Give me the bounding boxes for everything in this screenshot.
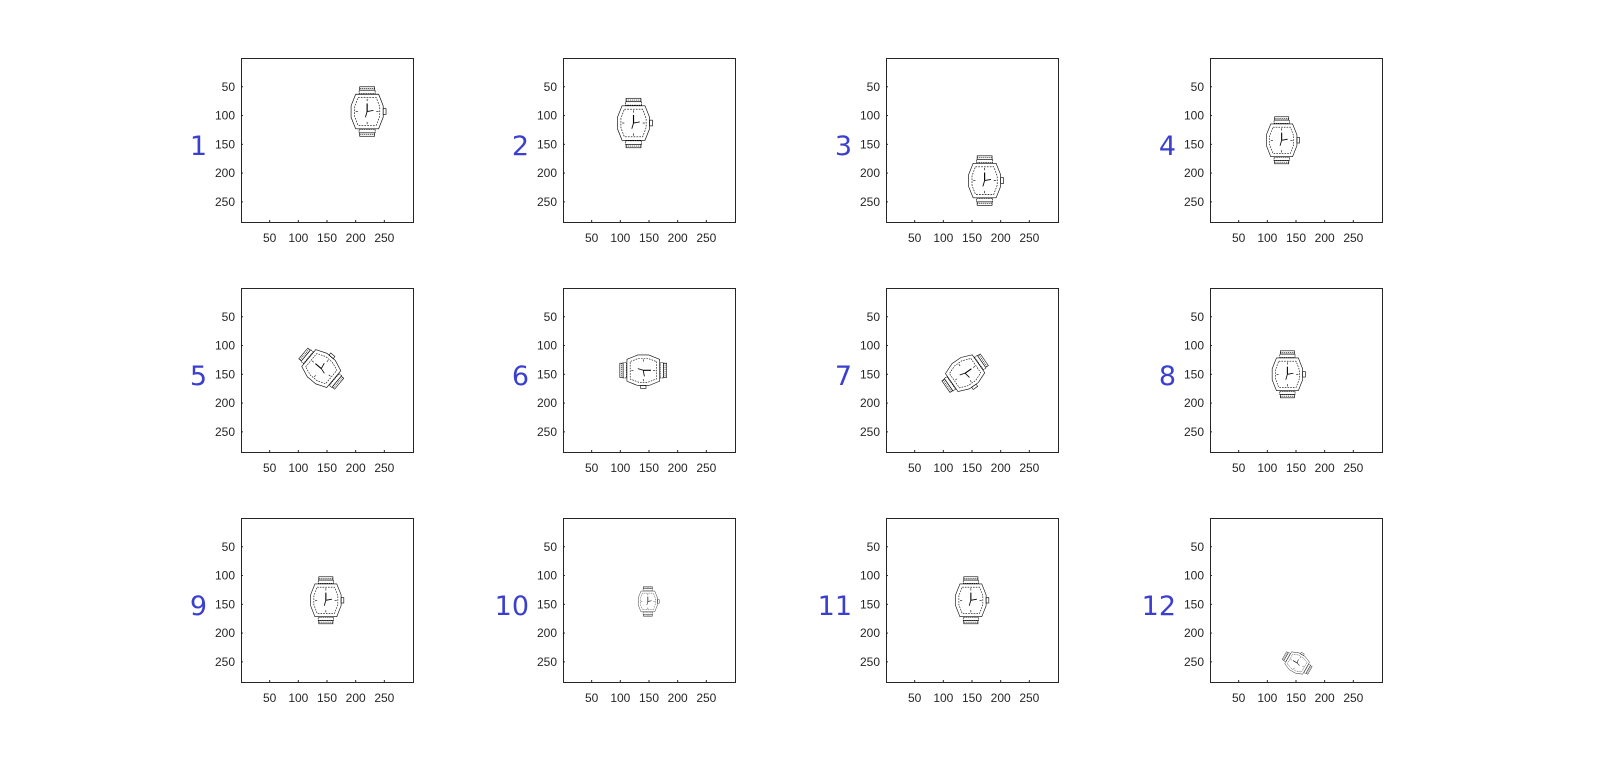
x-tick-label: 50 <box>262 461 277 475</box>
panel-number: 6 <box>511 361 529 392</box>
y-tick-label: 250 <box>214 654 235 669</box>
y-tick-label: 100 <box>214 338 235 353</box>
panel-12 <box>1142 519 1383 706</box>
x-tick-label: 50 <box>262 691 277 705</box>
y-tick-label: 150 <box>859 367 880 382</box>
x-tick-label: 200 <box>990 691 1011 705</box>
y-tick-label: 150 <box>536 137 557 152</box>
x-tick-label: 250 <box>1019 691 1040 705</box>
x-tick-label: 100 <box>288 691 309 705</box>
x-tick-label: 200 <box>1314 461 1335 475</box>
y-tick-label: 100 <box>536 568 557 583</box>
y-tick-label: 100 <box>536 338 557 353</box>
y-tick-label: 50 <box>866 309 880 324</box>
x-tick-label: 150 <box>1285 691 1307 705</box>
x-tick-label: 200 <box>667 231 688 245</box>
axes-frame <box>242 519 414 683</box>
x-tick-label: 50 <box>584 461 599 475</box>
x-tick-label: 150 <box>638 231 660 245</box>
x-tick-label: 200 <box>990 231 1011 245</box>
axes-frame <box>887 519 1059 683</box>
y-tick-label: 50 <box>221 539 235 554</box>
y-tick-label: 250 <box>859 654 880 669</box>
panel-number: 8 <box>1158 361 1176 392</box>
y-tick-label: 200 <box>859 396 880 411</box>
axes-frame <box>242 59 414 223</box>
panel-5 <box>190 289 414 476</box>
axes-frame <box>887 289 1059 453</box>
x-tick-label: 250 <box>696 691 717 705</box>
y-tick-label: 50 <box>1190 309 1204 324</box>
y-tick-label: 100 <box>1183 338 1204 353</box>
panel-number: 2 <box>511 131 529 162</box>
x-tick-label: 150 <box>961 691 983 705</box>
x-tick-label: 50 <box>1231 691 1246 705</box>
watch-image <box>937 347 994 401</box>
x-tick-label: 200 <box>1314 231 1335 245</box>
y-tick-label: 250 <box>859 424 880 439</box>
x-tick-label: 250 <box>696 461 717 475</box>
y-tick-label: 150 <box>536 597 557 612</box>
panel-4 <box>1159 59 1383 246</box>
y-tick-label: 50 <box>1190 539 1204 554</box>
x-tick-label: 150 <box>316 231 338 245</box>
watch-image <box>969 156 1004 205</box>
y-tick-label: 200 <box>536 396 557 411</box>
y-tick-label: 200 <box>214 166 235 181</box>
x-tick-label: 250 <box>1019 231 1040 245</box>
y-tick-label: 250 <box>214 194 235 209</box>
panel-number: 7 <box>834 361 852 392</box>
y-tick-label: 150 <box>214 597 235 612</box>
x-tick-label: 150 <box>316 461 338 475</box>
x-tick-label: 50 <box>1231 461 1246 475</box>
y-tick-label: 100 <box>1183 108 1204 123</box>
x-tick-label: 100 <box>288 231 309 245</box>
y-tick-label: 100 <box>214 568 235 583</box>
x-tick-label: 150 <box>638 461 660 475</box>
x-tick-label: 100 <box>933 231 954 245</box>
y-tick-label: 150 <box>1183 137 1204 152</box>
y-tick-label: 50 <box>543 79 557 94</box>
y-tick-label: 150 <box>214 367 235 382</box>
x-tick-label: 250 <box>374 231 395 245</box>
y-tick-label: 150 <box>214 137 235 152</box>
x-tick-label: 100 <box>1257 231 1278 245</box>
panel-number: 11 <box>817 591 852 622</box>
x-tick-label: 50 <box>262 231 277 245</box>
watch-image <box>956 577 989 624</box>
x-tick-label: 200 <box>345 231 366 245</box>
watch-image <box>1266 117 1299 164</box>
panel-10 <box>495 519 736 706</box>
axes-frame <box>564 59 736 223</box>
x-tick-label: 200 <box>1314 691 1335 705</box>
y-tick-label: 50 <box>221 79 235 94</box>
axes-frame <box>1211 519 1383 683</box>
x-tick-label: 200 <box>990 461 1011 475</box>
axes-frame <box>242 289 414 453</box>
panels-layer <box>190 59 1383 706</box>
y-tick-label: 150 <box>859 137 880 152</box>
y-tick-label: 50 <box>221 309 235 324</box>
x-tick-label: 100 <box>1257 461 1278 475</box>
watch-image <box>351 87 386 136</box>
x-tick-label: 150 <box>961 231 983 245</box>
y-tick-label: 50 <box>866 79 880 94</box>
x-tick-label: 100 <box>610 231 631 245</box>
x-tick-label: 100 <box>933 691 954 705</box>
x-tick-label: 100 <box>933 461 954 475</box>
panel-7 <box>835 289 1059 476</box>
y-tick-label: 250 <box>536 424 557 439</box>
x-tick-label: 200 <box>345 461 366 475</box>
axes-frame <box>564 519 736 683</box>
axes-frame <box>887 59 1059 223</box>
watch-image <box>311 577 344 624</box>
y-tick-label: 250 <box>214 424 235 439</box>
panel-number: 3 <box>834 131 852 162</box>
x-tick-label: 150 <box>961 461 983 475</box>
y-tick-label: 100 <box>859 338 880 353</box>
y-tick-label: 200 <box>214 626 235 641</box>
y-tick-label: 100 <box>859 108 880 123</box>
x-tick-label: 150 <box>1285 231 1307 245</box>
y-tick-label: 150 <box>859 597 880 612</box>
y-tick-label: 200 <box>1183 626 1204 641</box>
panel-number: 4 <box>1158 131 1176 162</box>
y-tick-label: 200 <box>536 626 557 641</box>
y-tick-label: 250 <box>1183 424 1204 439</box>
y-tick-label: 250 <box>536 654 557 669</box>
y-tick-label: 150 <box>536 367 557 382</box>
y-tick-label: 250 <box>1183 194 1204 209</box>
panel-number: 10 <box>494 591 529 622</box>
x-tick-label: 50 <box>584 231 599 245</box>
x-tick-label: 250 <box>374 691 395 705</box>
x-tick-label: 150 <box>316 691 338 705</box>
panel-number: 5 <box>189 361 207 392</box>
watch-image <box>617 98 652 147</box>
x-tick-label: 250 <box>1019 461 1040 475</box>
x-tick-label: 50 <box>907 461 922 475</box>
watch-image <box>620 355 667 388</box>
x-tick-label: 200 <box>667 691 688 705</box>
watch-image <box>1272 351 1305 398</box>
panel-8 <box>1159 289 1383 476</box>
y-tick-label: 200 <box>1183 396 1204 411</box>
panel-6 <box>512 289 736 476</box>
y-tick-label: 50 <box>543 309 557 324</box>
x-tick-label: 50 <box>584 691 599 705</box>
x-tick-label: 100 <box>610 691 631 705</box>
y-tick-label: 100 <box>859 568 880 583</box>
x-tick-label: 50 <box>907 691 922 705</box>
x-tick-label: 150 <box>638 691 660 705</box>
y-tick-label: 200 <box>214 396 235 411</box>
y-tick-label: 200 <box>859 166 880 181</box>
x-tick-label: 250 <box>1343 461 1364 475</box>
panel-1 <box>190 59 414 246</box>
y-tick-label: 200 <box>536 166 557 181</box>
panel-number: 9 <box>189 591 207 622</box>
x-tick-label: 100 <box>1257 691 1278 705</box>
watch-image <box>638 587 659 617</box>
panel-11 <box>818 519 1059 706</box>
y-tick-label: 50 <box>1190 79 1204 94</box>
y-tick-label: 150 <box>1183 597 1204 612</box>
panel-3 <box>835 59 1059 246</box>
y-tick-label: 250 <box>859 194 880 209</box>
y-tick-label: 150 <box>1183 367 1204 382</box>
y-tick-label: 100 <box>536 108 557 123</box>
panel-number: 12 <box>1141 591 1176 622</box>
y-tick-label: 250 <box>536 194 557 209</box>
y-tick-label: 50 <box>543 539 557 554</box>
x-tick-label: 150 <box>1285 461 1307 475</box>
x-tick-label: 250 <box>1343 691 1364 705</box>
y-tick-label: 100 <box>214 108 235 123</box>
y-tick-label: 100 <box>1183 568 1204 583</box>
y-tick-label: 250 <box>1183 654 1204 669</box>
panel-number: 1 <box>189 131 207 162</box>
watch-image <box>294 340 351 396</box>
watch-image <box>1280 646 1316 679</box>
x-tick-label: 200 <box>345 691 366 705</box>
x-tick-label: 100 <box>288 461 309 475</box>
y-tick-label: 200 <box>1183 166 1204 181</box>
y-tick-label: 50 <box>866 539 880 554</box>
x-tick-label: 250 <box>1343 231 1364 245</box>
axes-frame <box>1211 59 1383 223</box>
y-tick-label: 200 <box>859 626 880 641</box>
axes-frame <box>1211 289 1383 453</box>
x-tick-label: 50 <box>907 231 922 245</box>
x-tick-label: 50 <box>1231 231 1246 245</box>
panel-2 <box>512 59 736 246</box>
x-tick-label: 100 <box>610 461 631 475</box>
panel-9 <box>190 519 414 706</box>
x-tick-label: 250 <box>696 231 717 245</box>
x-tick-label: 250 <box>374 461 395 475</box>
x-tick-label: 200 <box>667 461 688 475</box>
